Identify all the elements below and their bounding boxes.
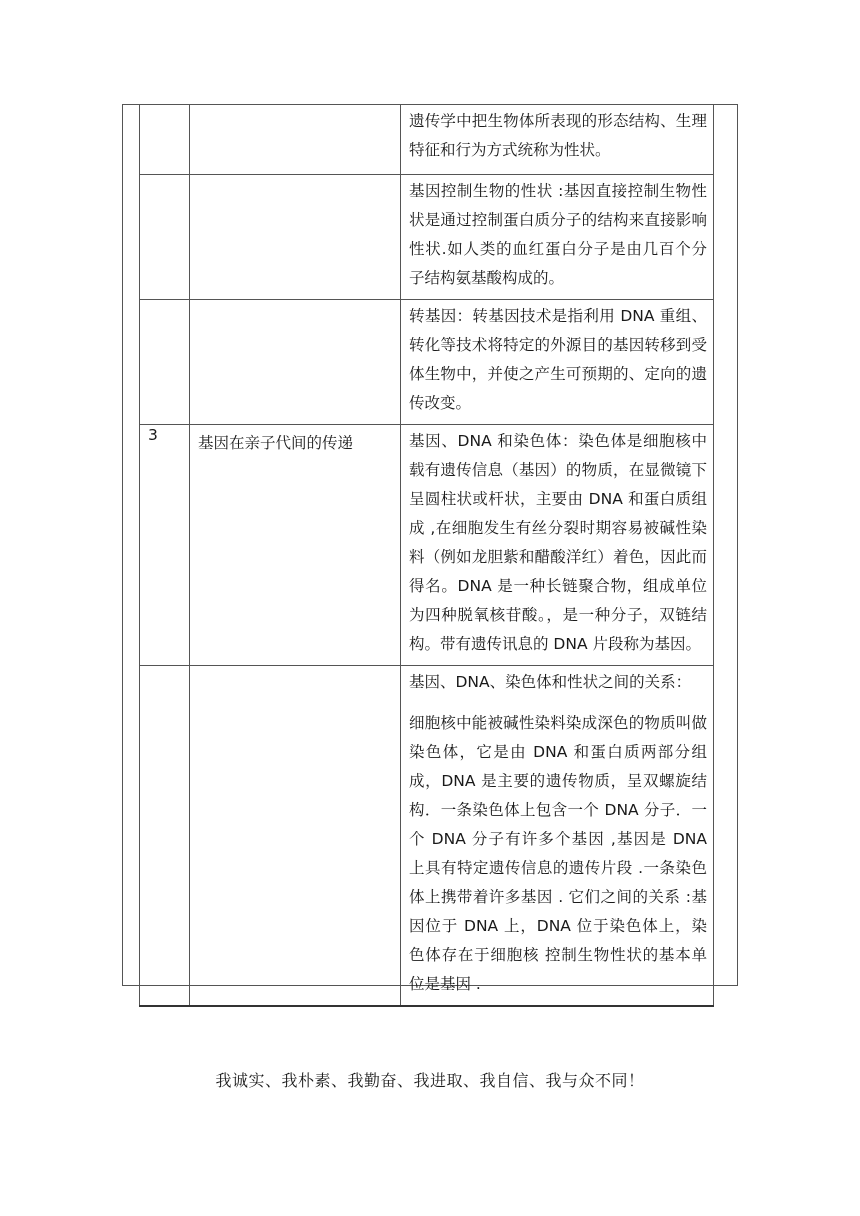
number-cell: 3 xyxy=(140,425,190,666)
number-cell xyxy=(140,300,190,425)
table-row xyxy=(140,300,714,425)
number-cell xyxy=(140,105,190,175)
content-cell xyxy=(401,666,714,1007)
topic-cell xyxy=(190,666,401,1007)
content-cell xyxy=(401,300,714,425)
footer-motto: 我诚实、我朴素、我勤奋、我进取、我自信、我与众不同！ xyxy=(215,1071,645,1090)
topic-cell xyxy=(190,175,401,300)
topic-cell: 基因在亲子代间的传递 xyxy=(190,425,401,666)
table-row xyxy=(140,666,714,1007)
topic-cell xyxy=(190,105,401,175)
content-paragraph: 基因、DNA 和染色体：染色体是细胞核中载有遗传信息（基因）的物质，在显微镜下呈圆柱状或杆状，主要由 DNA 和蛋白质组成 ,在细胞发生有丝分裂时期容易被碱性染料（例如龙胆紫和醋酸洋红）着色，因此而得名。DNA 是一种长链聚合物，组成单位为四种脱氧核苷酸。，是一种分子，双链结构。带有遗传讯息的 DNA 片段称为基因。 xyxy=(409,432,707,653)
number-cell xyxy=(140,175,190,300)
content-paragraph: 细胞核中能被碱性染料染成深色的物质叫做染色体，它是由 DNA 和蛋白质两部分组成，DNA 是主要的遗传物质，呈双螺旋结构．一条染色体上包含一个 DNA 分子．一个 DNA 分子有许多个基因 ,基因是 DNA 上具有特定遗传信息的遗传片段 .一条染色体上携带着许多基因 . 它们之间的关系 :基因位于 DNA 上，DNA 位于染色体上，染色体存在于细胞核 控制生物性状的基本单位是基因 . xyxy=(409,714,707,993)
number-cell xyxy=(140,666,190,1007)
content-cell xyxy=(401,175,714,300)
content-cell xyxy=(401,425,714,666)
table-row xyxy=(140,105,714,175)
content-cell xyxy=(401,105,714,175)
topic-cell xyxy=(190,300,401,425)
content-paragraph: 转基因：转基因技术是指利用 DNA 重组、转化等技术将特定的外源目的基因转移到受体生物中，并使之产生可预期的、定向的遗传改变。 xyxy=(409,307,707,412)
knowledge-table xyxy=(139,104,714,1007)
content-paragraph: 基因、DNA、染色体和性状之间的关系： xyxy=(409,673,692,691)
content-paragraph: 遗传学中把生物体所表现的形态结构、生理特征和行为方式统称为性状。 xyxy=(409,112,707,159)
table-row xyxy=(140,175,714,300)
table-row xyxy=(140,425,714,666)
content-paragraph: 基因控制生物的性状 :基因直接控制生物性状是通过控制蛋白质分子的结构来直接影响性状.如人类的血红蛋白分子是由几百个分子结构氨基酸构成的。 xyxy=(409,182,707,287)
